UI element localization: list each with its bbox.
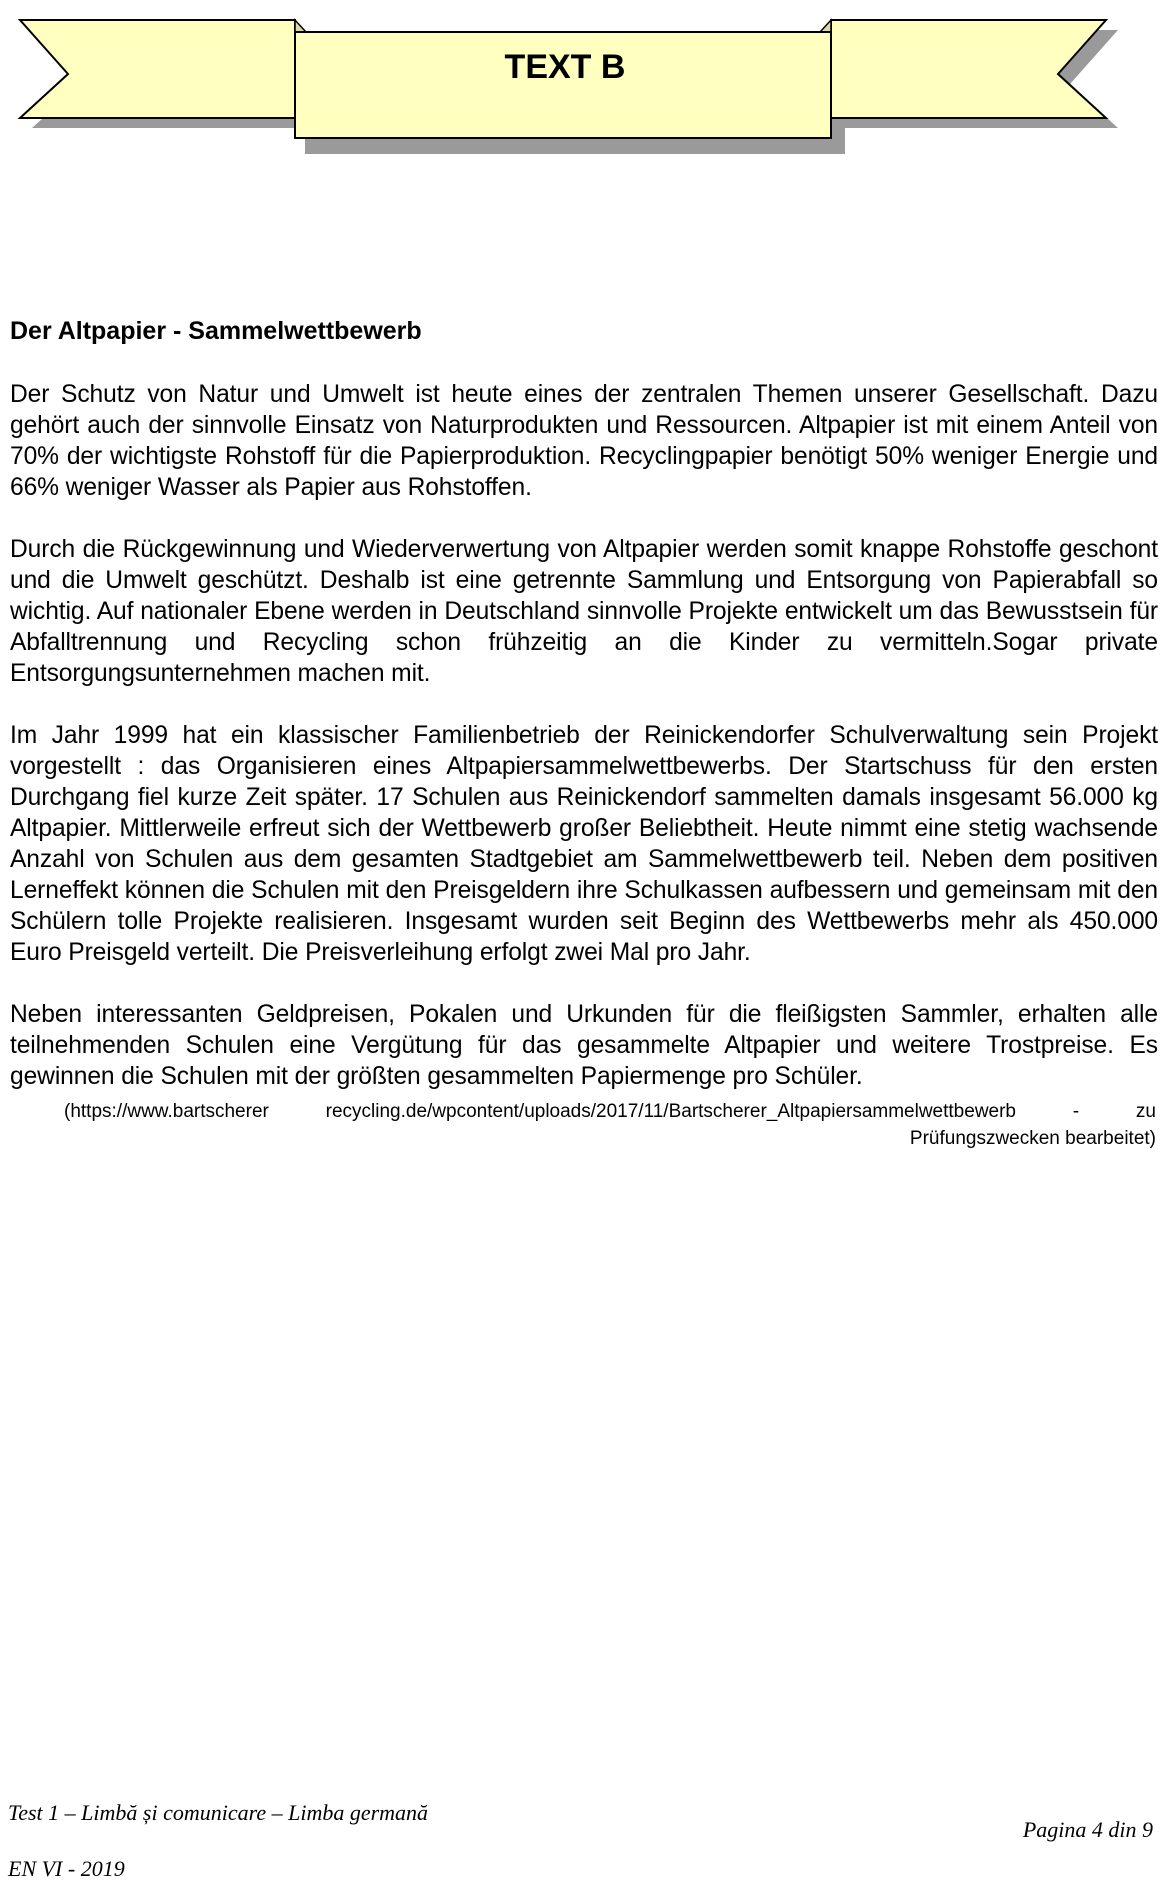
title-banner [0, 0, 1167, 160]
article-paragraph-3: Im Jahr 1999 hat ein klassischer Familienbetrieb der Reinickendorfer Schulverwaltung sein Projekt vorgestellt : das Organisieren eines Altpapiersammelwettbewerbs. Der Startschuss für den ersten Durchgang fiel kurze Zeit später. 17 Schulen aus Reinickendorf sammelten damals insgesamt 56.000 kg Altpapier. Mittlerweile erfreut sich der Wettbewerb großer Beliebtheit. Heute nimmt eine stetig wachsende Anzahl von Schulen aus dem gesamten Stadtgebiet am Sammelwettbewerb teil. Neben dem positiven Lerneffekt können die Schulen mit den Preisgeldern ihre Schulkassen aufbessern und gemeinsam mit den Schülern tolle Projekte realisieren. Insgesamt wurden seit Beginn des Wettbewerbs mehr als 450.000 Euro Preisgeld verteilt. Die Preisverleihung erfolgt zwei Mal pro Jahr. [10, 722, 1158, 966]
article-title: Der Altpapier - Sammelwettbewerb [10, 317, 422, 345]
article-paragraph-4: Neben interessanten Geldpreisen, Pokalen und Urkunden für die fleißigsten Sammler, erhalten alle teilnehmenden Schulen eine Vergütung für das gesammelte Altpapier und weitere Trostpreise. Es gewinnen die Schulen mit der größten gesammelten Papiermenge pro Schüler. [10, 1001, 1158, 1090]
source-citation: (https://www.bartscherer recycling.de/wpcontent/uploads/2017/11/Bartscherer_Altpapiersammelwettbewerb - zu Prüfungszwecken bearbeitet) [64, 1101, 1156, 1149]
footer-left [8, 1785, 428, 1897]
exam-code: EN VI - 2019 [8, 1856, 125, 1881]
article [10, 316, 1158, 1152]
article-paragraph-1: Der Schutz von Natur und Umwelt ist heute eines der zentralen Themen unserer Gesellschaft. Dazu gehört auch der sinnvolle Einsatz von Naturprodukten und Ressourcen. Altpapier ist mit einem Anteil von 70% der wichtigste Rohstoff für die Papierproduktion. Recyclingpapier benötigt 50% weniger Energie und 66% weniger Wasser als Papier aus Rohstoffen. [10, 381, 1158, 501]
banner-title: TEXT B [504, 48, 626, 86]
test-label: Test 1 – Limbă și comunicare – Limba germană [8, 1800, 429, 1825]
article-paragraph-2: Durch die Rückgewinnung und Wiederverwertung von Altpapier werden somit knappe Rohstoffe geschont und die Umwelt geschützt. Deshalb ist eine getrennte Sammlung und Entsorgung von Papierabfall so wichtig. Auf nationaler Ebene werden in Deutschland sinnvolle Projekte entwickelt um das Bewusstsein für Abfalltrennung und Recycling schon frühzeitig an die Kinder zu vermitteln.Sogar private Entsorgungsunternehmen machen mit. [10, 536, 1158, 687]
page-number: Pagina 4 din 9 [1022, 1817, 1153, 1842]
